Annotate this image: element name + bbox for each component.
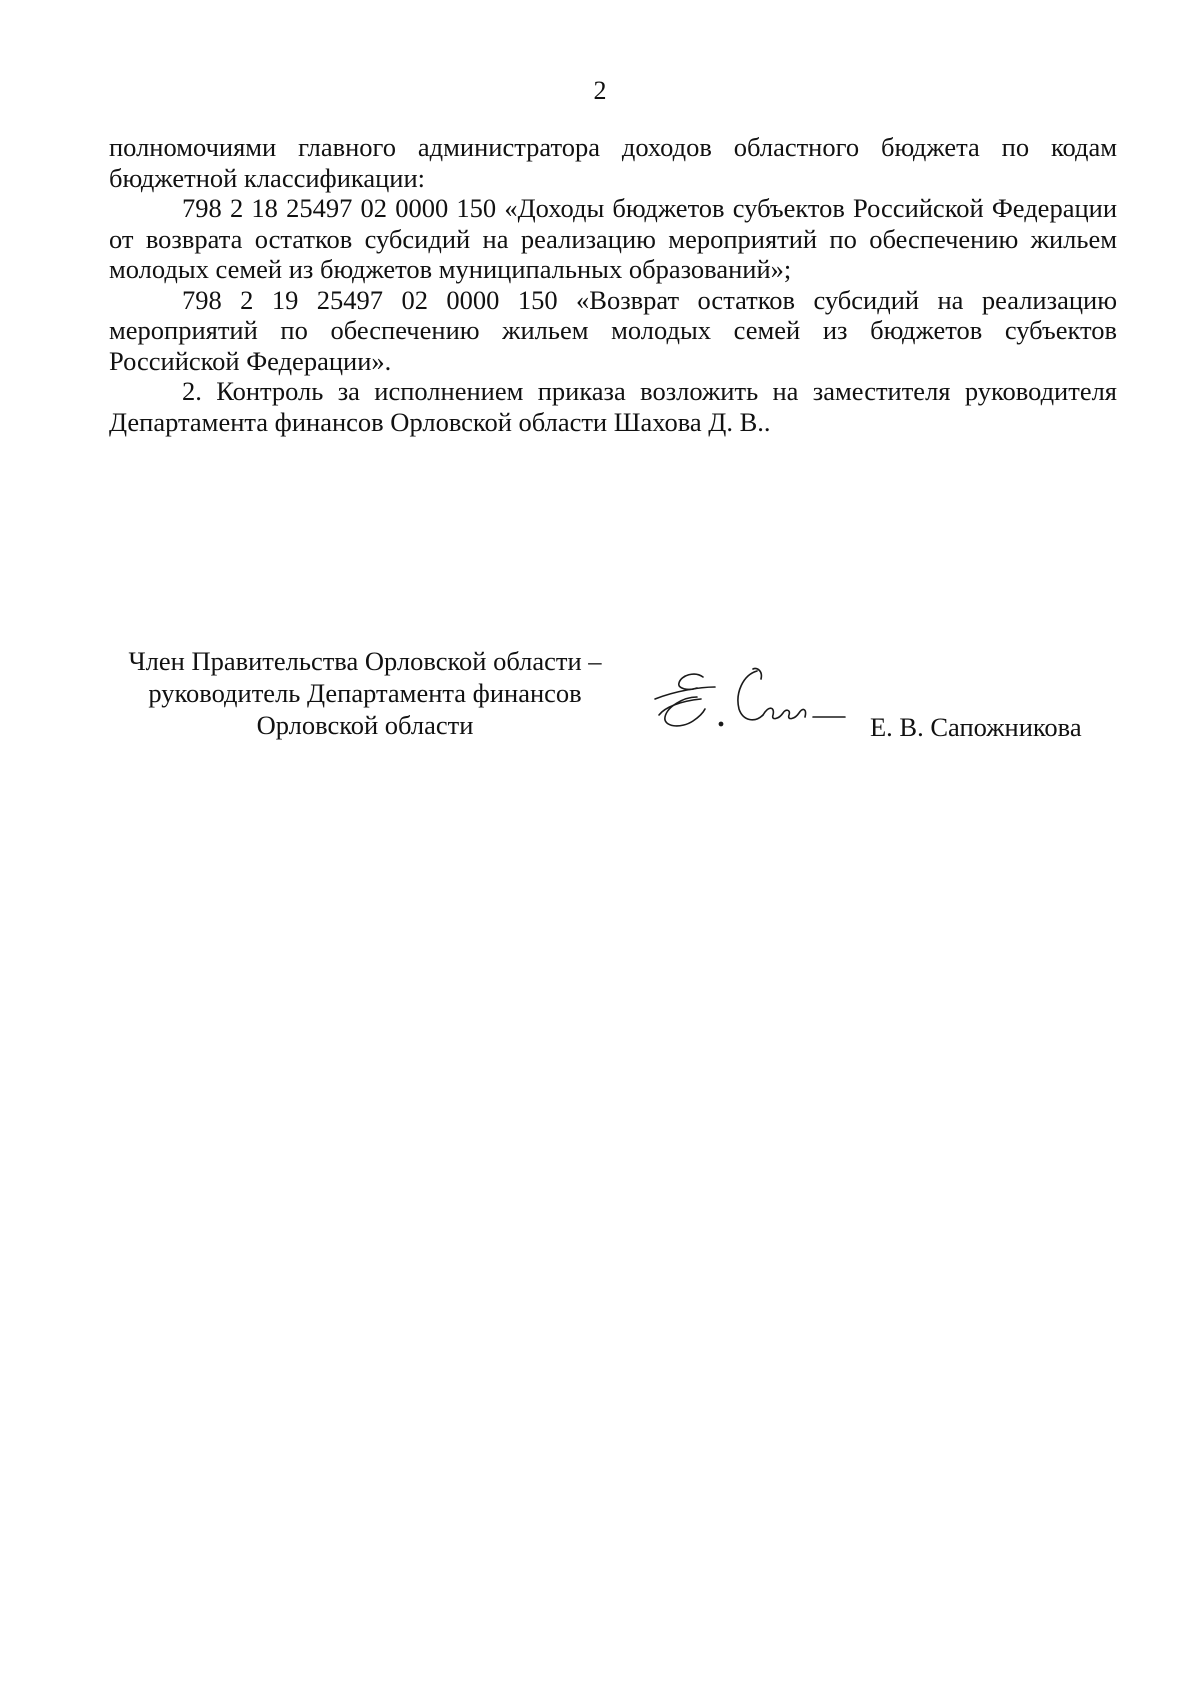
page-number: 2 <box>593 76 607 105</box>
signer-name: Е. В. Сапожникова <box>870 712 1082 742</box>
paragraph-control: 2. Контроль за исполнением приказа возложить на заместителя руководителя Департамента финансов Орловской области Шахова Д. В.. <box>109 376 1117 437</box>
paragraph-continuation: полномочиями главного администратора доходов областного бюджета по кодам бюджетной классификации: <box>109 132 1117 193</box>
signature-block <box>100 645 1120 755</box>
signer-position <box>100 645 630 741</box>
paragraph-code-2: 798 2 19 25497 02 0000 150 «Возврат остатков субсидий на реализацию мероприятий по обеспечению жильем молодых семей из бюджетов субъектов Российской Федерации». <box>109 284 1117 376</box>
handwritten-signature <box>645 657 850 752</box>
position-line: Орловской области <box>256 710 474 740</box>
document-body <box>109 132 1117 437</box>
paragraph-code-1: 798 2 18 25497 02 0000 150 «Доходы бюджетов субъектов Российской Федерации от возврата остатков субсидий на реализацию мероприятий по обеспечению жильем молодых семей из бюджетов муниципальных образований»; <box>109 193 1117 284</box>
position-line: руководитель Департамента финансов <box>148 678 582 708</box>
position-line: Член Правительства Орловской области – <box>128 646 602 676</box>
